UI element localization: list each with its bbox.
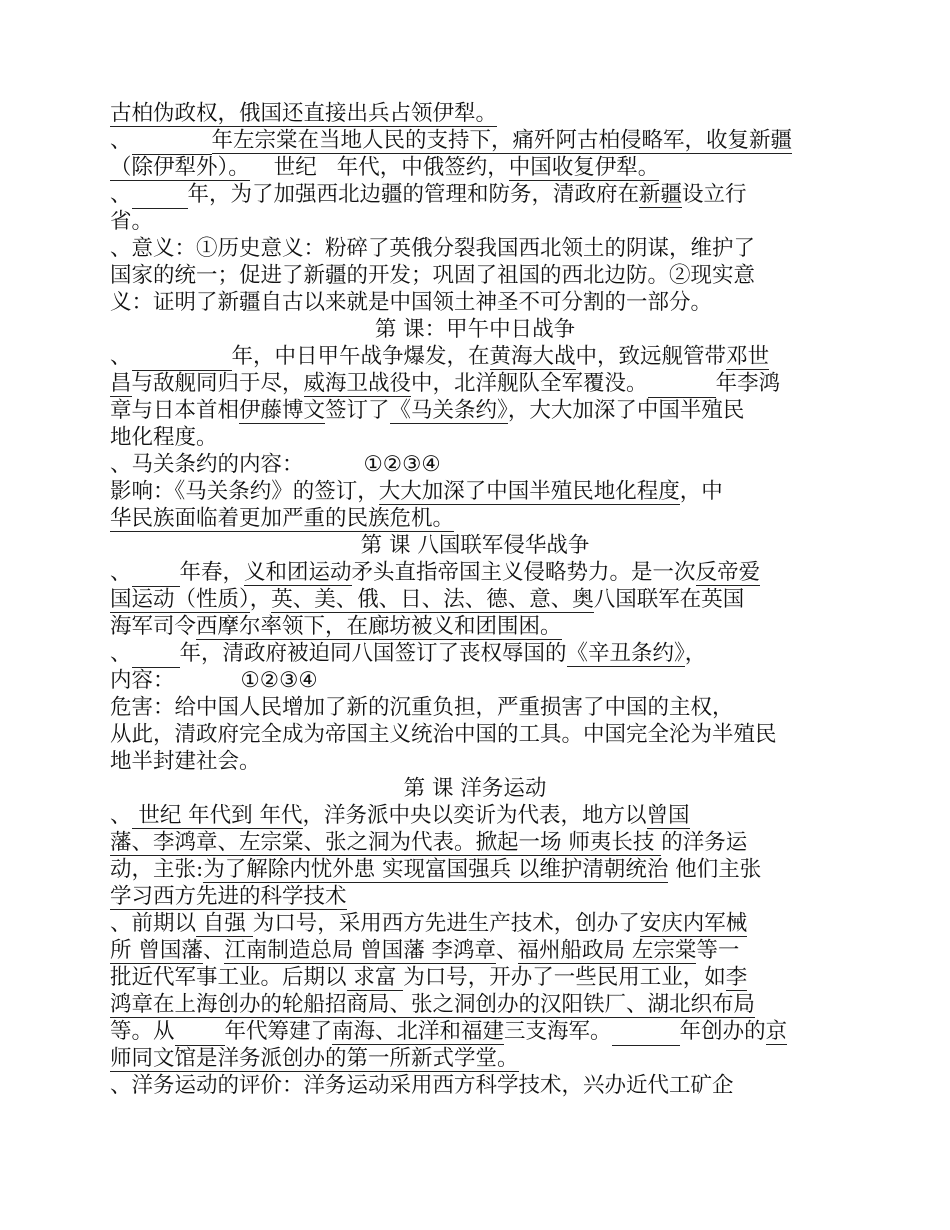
underlined-text: 邓世 [726,344,770,369]
text-line [110,748,840,775]
text-segment: ， [684,641,707,666]
text-segment: ， [249,587,272,612]
text-line [110,1018,840,1045]
lesson-heading [110,316,840,343]
underlined-text: 福州船政局 左宗棠 [517,938,697,963]
text-line [110,559,840,586]
underlined-text: 中国收复伊犁。 [508,155,660,180]
underlined-text: 反帝爱 [695,560,761,585]
text-line [110,370,840,397]
fill-blank [132,186,188,209]
underlined-text: 义和团运动 [244,560,352,585]
text-segment: 影响：《马关条约》的签订， [110,479,379,504]
text-line [110,505,840,532]
text-line [110,424,840,451]
text-segment: 三支海军。 [504,1019,612,1044]
fill-blank [132,132,212,155]
underlined-text: 华民族面临着更加严重的民族危机。 [110,506,455,531]
underlined-text: 学习西方先进的科学技术 [110,884,347,909]
text-segment: 、前期以 [110,911,197,936]
text-segment: ①②③④ [240,668,318,693]
underlined-text: 西摩尔 [196,614,261,639]
text-line [110,991,840,1018]
text-segment: 海军司令 [110,614,197,639]
document-page [110,100,840,1099]
text-segment: 年李鸿 [715,371,781,396]
text-segment: 与敌舰同归于尽， [131,371,304,396]
fill-blank [175,1023,225,1046]
text-segment: 动，主张: [110,857,204,882]
underlined-text: 率领下，在廊坊被义和团围困。 [260,614,562,639]
text-line [110,721,840,748]
underlined-text: 古柏伪政权，俄国还直接出兵占领伊犁。 [110,101,498,126]
text-segment: ，大大加深了中国半殖民 [507,398,745,423]
text-line [110,208,840,235]
underlined-text: 世纪 年代到 年代 [131,803,303,828]
text-line [110,478,840,505]
text-segment: 的洋务运 [661,830,748,855]
underlined-text: 李 [725,965,748,990]
text-segment: ，洋务派中央以奕䜣为代表，地方以 [302,803,647,828]
underlined-text: 所 曾国藩 [110,938,203,963]
text-segment: 年代，中俄签约， [336,155,509,180]
underlined-text: 黄海大战 [489,344,576,369]
underlined-text: 威海卫战役 [303,371,412,396]
lesson-heading [110,532,840,559]
underlined-text: （除伊犁外）。 [110,155,250,180]
text-line [110,964,840,991]
text-line [110,127,840,154]
text-line [110,613,840,640]
text-segment: 、 [496,938,518,963]
underlined-text: 求富 [346,965,404,990]
text-segment: 年，清政府被迫同八国签订了丧权辱国的 [179,641,567,666]
text-segment: 内容： [110,668,175,693]
text-segment: 、 [110,182,132,207]
underlined-text: 师夷长技 [561,830,662,855]
text-line [110,343,840,370]
fill-blank [612,1023,680,1046]
text-segment: 第 课：甲午中日战争 [374,317,576,342]
text-line [110,154,840,181]
text-segment: 从此，清政府完全成为帝国主义统治中国的工具。中国完全沦为半殖民 [110,722,777,747]
text-segment: 第 课 八国联军侵华战争 [360,533,590,558]
fill-blank [132,348,232,371]
underlined-text: 大大加深了中国半殖民地化程度 [378,479,680,504]
text-segment: 等。从 [110,1019,175,1044]
text-line [110,397,840,424]
text-segment: 危害：给中国人民增加了新的沉重负担，严重损害了中国的主权， [110,695,734,720]
underlined-text: 国运动（性质） [110,587,250,612]
text-line [110,694,840,721]
text-line [110,829,840,856]
text-line [110,667,840,694]
text-segment: 义：证明了新疆自古以来就是中国领土神圣不可分割的一部分。 [110,290,713,315]
text-line [110,883,840,910]
text-line [110,181,840,208]
text-line [110,586,840,613]
text-line [110,910,840,937]
text-segment: 世纪 [273,155,317,180]
text-segment: 中，致远舰管带 [575,344,727,369]
text-segment: 中，北洋舰队全军覆没。 [411,371,648,396]
underlined-text: 鸿章在上海创办的轮船招商局、张之洞创办的汉阳铁厂、湖北织布局 [110,992,756,1017]
text-line [110,856,840,883]
text-segment: 、 [110,344,132,369]
underlined-text: 《辛丑条约》 [566,641,685,666]
text-segment: 省。 [110,209,154,234]
text-segment: 年春， [179,560,245,585]
underlined-text: 《马关条约》 [389,398,508,423]
text-line [110,451,840,478]
text-segment: 为口号，采用西方先进生产技术，创办了 [252,911,640,936]
lesson-heading [110,775,840,802]
text-segment: 年创办的 [679,1019,766,1044]
text-line [110,100,840,127]
text-line [110,262,840,289]
text-segment: 、 [110,641,132,666]
text-line [110,289,840,316]
fill-blank [132,645,180,668]
text-segment: ①②③④ [363,452,441,477]
fill-blank [132,564,180,587]
text-segment: 八国联军在英国 [593,587,745,612]
text-segment: 、 [110,128,132,153]
text-segment: 、 [110,803,132,828]
text-segment: 年，中日甲午战争爆发，在 [231,344,490,369]
text-line [110,640,840,667]
text-line [110,235,840,262]
underlined-text: 藩、李鸿章、左宗棠、张之洞为代表。掀起一场 [110,830,562,855]
fill-blank [648,375,716,398]
underlined-text: 英、美、俄、日、法、德、意、奥 [271,587,594,612]
underlined-text: 安庆内军械 [639,911,748,936]
text-segment: 矛头直指帝国主义侵略势力。是一次 [351,560,696,585]
underlined-text: 年左宗棠在当地人民的支持下，痛歼阿古柏侵略军，收复新疆 [211,128,793,153]
text-segment: 、洋务运动的评价：洋务运动采用西方科学技术，兴办近代工矿企 [110,1073,734,1098]
underlined-text: 曾国 [646,803,690,828]
underlined-text: 自强 [196,911,253,936]
text-segment: 章与日本首相 [110,398,240,423]
text-segment: 他们主张 [668,857,762,882]
text-segment: 国家的统一；促进了新疆的开发；巩固了祖国的西北边防。②现实意 [110,263,756,288]
text-segment: 签订了 [325,398,390,423]
text-segment: 、 [110,560,132,585]
underlined-text: 新疆 [639,182,683,207]
text-segment: 地化程度。 [110,425,218,450]
underlined-text: 师同文馆是洋务派创办的第一所新式学堂。 [110,1046,519,1071]
text-segment: 批近代军事工业。后期以 [110,965,347,990]
text-segment: 地半封建社会。 [110,749,261,774]
text-segment: 年，为了加强西北边疆的管理和防务，清政府在 [187,182,640,207]
text-line [110,937,840,964]
underlined-text: 昌 [110,371,132,396]
underlined-text: 江南制造总局 曾国藩 李鸿章 [224,938,497,963]
text-segment: 、马关条约的内容： [110,452,304,477]
text-segment: 设立行 [682,182,747,207]
text-line [110,1045,840,1072]
underlined-text: 为了解除内忧外患 实现富国强兵 以维护清朝统治 [203,857,669,882]
underlined-text: 京 [765,1019,788,1044]
underlined-text: 伊藤博文 [239,398,326,423]
text-segment: ，中 [679,479,723,504]
text-segment: 等一 [696,938,740,963]
text-segment: 年代筹建了 [224,1019,333,1044]
text-segment: 、意义：①历史意义：粉碎了英俄分裂我国西北领土的阴谋，维护了 [110,236,756,261]
underlined-text: 南海、北洋和福建 [332,1019,505,1044]
text-line [110,802,840,829]
text-line [110,1072,840,1099]
text-segment: 第 课 洋务运动 [403,776,547,801]
text-segment: 、 [202,938,225,963]
text-segment: 为口号，开办了一些民用工业，如 [403,965,726,990]
